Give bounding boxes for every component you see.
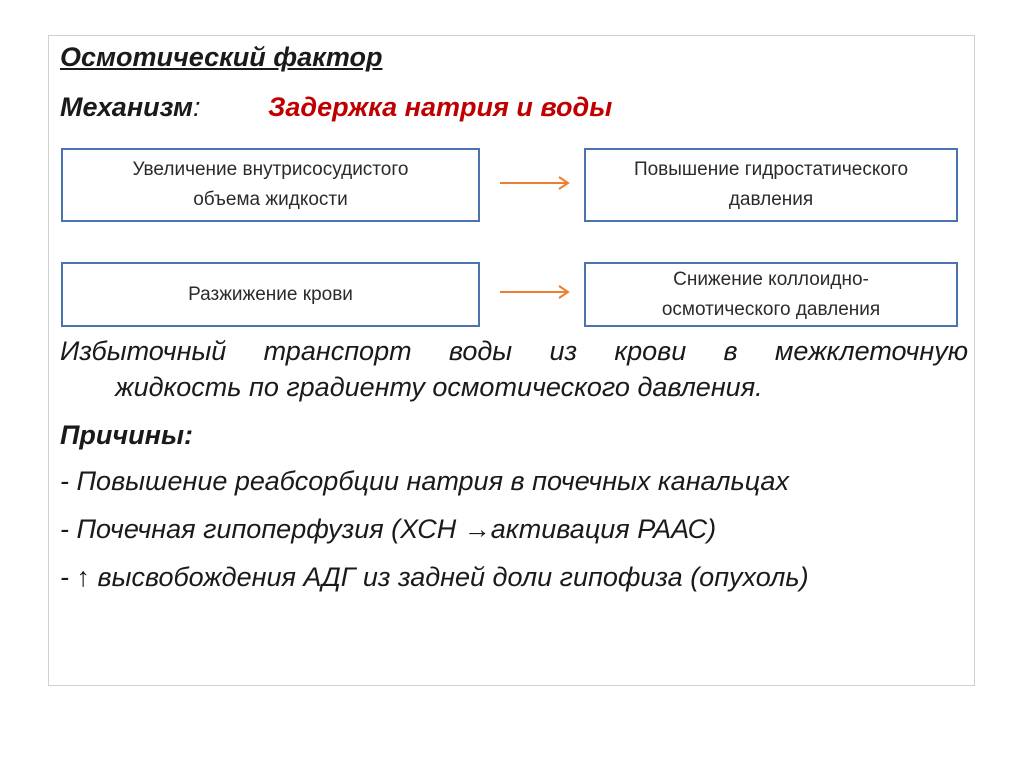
description-paragraph	[60, 333, 968, 405]
box-text-line: Снижение коллоидно-	[673, 268, 869, 290]
description-line: жидкость по градиенту осмотического давления.	[115, 372, 763, 402]
box-text-line: Повышение гидростатического	[633, 159, 909, 180]
box-text-line: Разжижение крови	[188, 283, 353, 305]
mechanism-label: Механизм	[60, 92, 194, 122]
box-oncotic-pressure	[584, 262, 958, 327]
arrow-right-icon	[500, 285, 572, 299]
box-intravascular-volume	[61, 148, 480, 222]
mechanism-value: Задержка натрия и воды	[268, 92, 613, 122]
box-blood-dilution	[61, 262, 480, 327]
mechanism-colon: :	[193, 92, 201, 122]
mechanism-line	[60, 92, 612, 123]
box-text-line: давления	[728, 189, 814, 210]
causes-title: Причины:	[60, 420, 193, 450]
slide-title: Осмотический фактор	[60, 42, 383, 72]
cause-item: - Почечная гипоперфузия (ХСН →активация РААС)	[60, 514, 717, 544]
box-text-line: осмотического давления	[661, 298, 881, 320]
box-hydrostatic-pressure	[584, 148, 958, 222]
arrow-right-icon	[500, 176, 572, 190]
description-line: Избыточный транспорт воды из крови в межклеточную	[60, 336, 968, 366]
cause-item: - Повышение реабсорбции натрия в почечных канальцах	[60, 466, 789, 496]
box-text-line: объема жидкости	[193, 189, 348, 210]
cause-item: - ↑ высвобождения АДГ из задней доли гипофиза (опухоль)	[60, 562, 809, 592]
box-text-line: Увеличение внутрисосудистого	[132, 159, 409, 180]
